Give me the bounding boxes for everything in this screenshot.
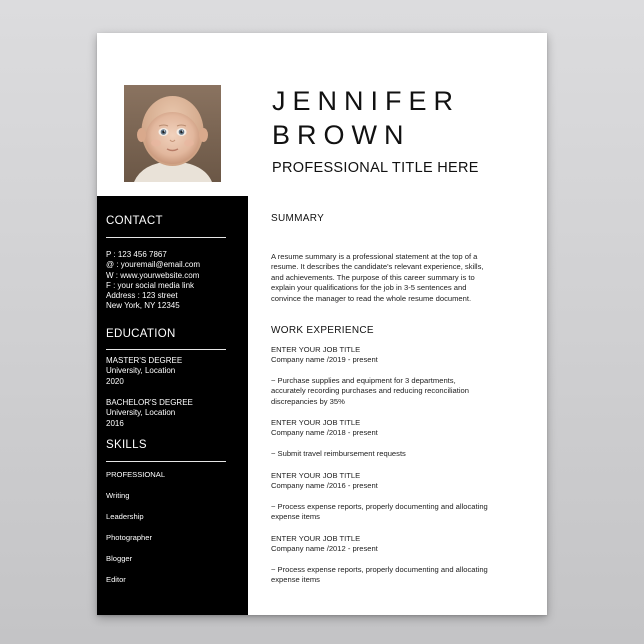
work-experience-heading: WORK EXPERIENCE xyxy=(271,325,374,336)
summary-line: convince the manager to read the whole resume document. xyxy=(271,293,472,303)
education-school: University, Location xyxy=(106,408,176,418)
job-description xyxy=(271,376,523,407)
job-company: Company name /2012 - present xyxy=(271,544,378,554)
job-entry xyxy=(271,418,523,439)
education-year: 2016 xyxy=(106,418,124,428)
education-divider xyxy=(106,349,226,350)
baby-portrait-photo xyxy=(124,85,221,182)
contact-email: @ : youremail@email.com xyxy=(106,260,201,270)
job-bullet-line: ~ Submit travel reimbursement requests xyxy=(271,449,406,458)
education-degree: BACHELOR'S DEGREE xyxy=(106,398,193,407)
job-company: Company name /2016 - present xyxy=(271,481,378,491)
contact-details xyxy=(106,250,200,312)
job-title: ENTER YOUR JOB TITLE xyxy=(271,418,361,427)
education-entry xyxy=(106,398,193,429)
resume-poster xyxy=(97,33,547,615)
skill-item: PROFESSIONAL xyxy=(106,470,166,479)
skill-item: Editor xyxy=(106,575,126,584)
first-name: JENNIFER xyxy=(272,86,461,116)
contact-phone: P : 123 456 7867 xyxy=(106,250,167,259)
education-heading: EDUCATION xyxy=(106,328,176,340)
summary-line: explain your qualifications for the job in 3-5 sentences and xyxy=(271,283,467,293)
skills-heading: SKILLS xyxy=(106,439,147,451)
job-bullet-line: discrepancies by 35% xyxy=(271,396,345,406)
summary-line: and achievements. The purpose of this career summary is to xyxy=(271,272,475,282)
job-bullet-line: expense items xyxy=(271,512,320,522)
contact-address: Address : 123 street xyxy=(106,291,178,301)
job-title: ENTER YOUR JOB TITLE xyxy=(271,345,361,354)
job-company: Company name /2018 - present xyxy=(271,428,378,438)
summary-line: resume. It describes the candidate's relevant experience, skills, xyxy=(271,262,484,272)
job-title: ENTER YOUR JOB TITLE xyxy=(271,471,361,480)
contact-website: W : www.yourwebsite.com xyxy=(106,270,200,280)
profile-photo xyxy=(124,85,221,182)
skill-item: Writing xyxy=(106,491,130,500)
skills-divider xyxy=(106,461,226,462)
summary-line: A resume summary is a professional statement at the top of a xyxy=(271,252,478,261)
contact-heading: CONTACT xyxy=(106,215,163,227)
contact-social: F : your social media link xyxy=(106,280,195,290)
job-bullet-line: ~ Process expense reports, properly documenting and allocating xyxy=(271,502,488,511)
job-description xyxy=(271,449,523,459)
job-bullet-line: accurately recording purchases and reducing reconciliation xyxy=(271,386,469,396)
education-school: University, Location xyxy=(106,366,176,376)
summary-heading: SUMMARY xyxy=(271,213,325,224)
job-entry xyxy=(271,471,523,492)
summary-text xyxy=(271,252,523,304)
job-description xyxy=(271,565,523,586)
job-bullet-line: ~ Process expense reports, properly documenting and allocating xyxy=(271,565,488,574)
job-company: Company name /2019 - present xyxy=(271,355,378,365)
job-bullet-line: expense items xyxy=(271,575,320,585)
education-entry xyxy=(106,356,182,387)
skill-item: Leadership xyxy=(106,512,144,521)
education-year: 2020 xyxy=(106,376,124,386)
contact-city: New York, NY 12345 xyxy=(106,301,180,311)
last-name: BROWN xyxy=(272,120,411,150)
skill-item: Blogger xyxy=(106,554,133,563)
education-degree: MASTER'S DEGREE xyxy=(106,356,183,365)
professional-title: PROFESSIONAL TITLE HERE xyxy=(272,160,479,176)
job-entry xyxy=(271,345,523,366)
skill-item: Photographer xyxy=(106,533,153,542)
job-title: ENTER YOUR JOB TITLE xyxy=(271,534,361,543)
job-description xyxy=(271,502,523,523)
job-entry xyxy=(271,534,523,555)
contact-divider xyxy=(106,237,226,238)
job-bullet-line: ~ Purchase supplies and equipment for 3 departments, xyxy=(271,376,456,385)
